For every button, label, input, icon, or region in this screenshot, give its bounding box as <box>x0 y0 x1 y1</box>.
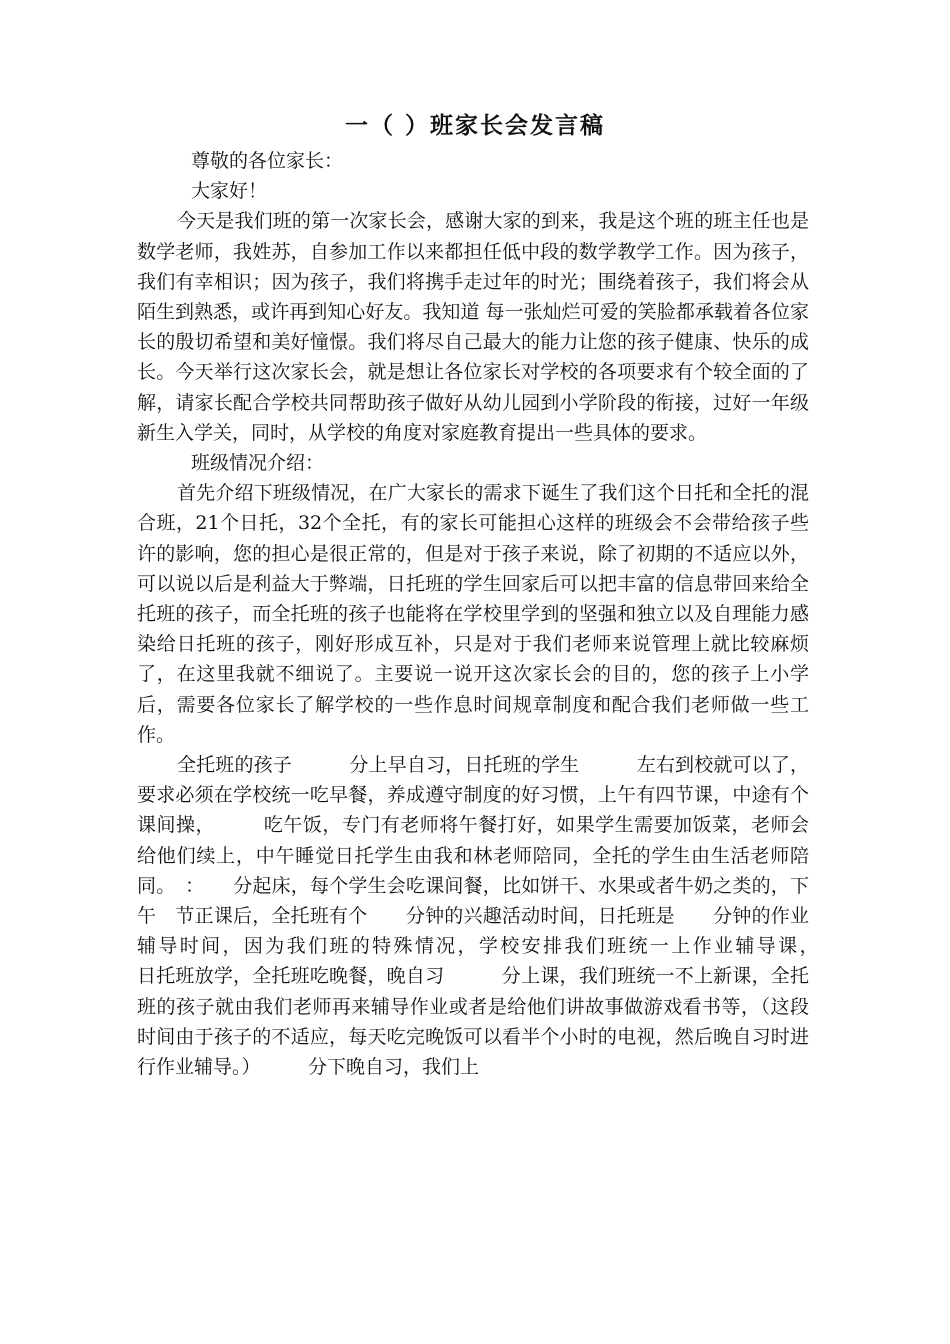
schedule-paragraph: 全托班的孩子 分上早自习，日托班的学生 左右到校就可以了，要求必须在学校统一吃早餐，养成遵守制度的好习惯，上午有四节课，中途有个课间操， 吃午饭，专门有老师将午餐打好，如果学生需要加饭菜，老师会给他们续上，中午睡觉日托学生由我和林老师陪同，全托的学生由生活老师陪同。 ： 分起床，每个学生会吃课间餐，比如饼干、水果或者牛奶之类的，下午 节正课后，全托班有个 分钟的兴趣活动时间，日托班是 分钟的作业辅导时间，因为我们班的特殊情况，学校安排我们班统一上作业辅导课， 日托班放学，全托班吃晚餐，晚自习 分上课，我们班统一不上新课，全托班的孩子就由我们老师再来辅导作业或者是给他们讲故事做游戏看书等，（这段时间由于孩子的不适应，每天吃完晚饭可以看半个小时的电视，然后晚自习时进行作业辅导。） 分下晚自习，我们上 <box>137 754 867 1079</box>
intro-paragraph: 今天是我们班的第一次家长会，感谢大家的到来，我是这个班的班主任也是数学老师，我姓苏，自参加工作以来都担任低中段的数学教学工作。因为孩子，我们有幸相识；因为孩子，我们将携手走过年的时光；围绕着孩子，我们将会从陌生到熟悉，或许再到知心好友。我知道 每一张灿烂可爱的笑脸都承载着各位家长的殷切希望和美好憧憬。我们将尽自己最大的能力让您的孩子健康、快乐的成长。今天举行这次家长会，就是想让各位家长对学校的各项要求有个较全面的了解，请家长配合学校共同帮助孩子做好从幼儿园到小学阶段的衔接，过好一年级新生入学关，同时，从学校的角度对家庭教育提出一些具体的要求。 <box>137 210 809 444</box>
salutation: 尊敬的各位家长： <box>191 150 344 172</box>
greeting: 大家好！ <box>191 180 268 203</box>
class-info-paragraph: 首先介绍下班级情况，在广大家长的需求下诞生了我们这个日托和全托的混合班，21个日托，32个全托，有的家长可能担心这样的班级会不会带给孩子些许的影响，您的担心是很正常的，但是对于孩子来说，除了初期的不适应以外，可以说以后是利益大于弊端，日托班的学生回家后可以把丰富的信息带回来给全托班的孩子，而全托班的孩子也能将在学校里学到的坚强和独立以及自理能力感染给日托班的孩子，刚好形成互补，只是对于我们老师来说管理上就比较麻烦了，在这里我就不细说了。主要说一说开这次家长会的目的，您的孩子上小学后，需要各位家长了解学校的一些作息时间规章制度和配合我们老师做一些工作。 <box>137 482 809 746</box>
document-title: 一（ ）班家长会发言稿 <box>344 112 605 139</box>
document-body <box>137 146 867 1082</box>
section-heading: 班级情况介绍： <box>191 452 325 475</box>
